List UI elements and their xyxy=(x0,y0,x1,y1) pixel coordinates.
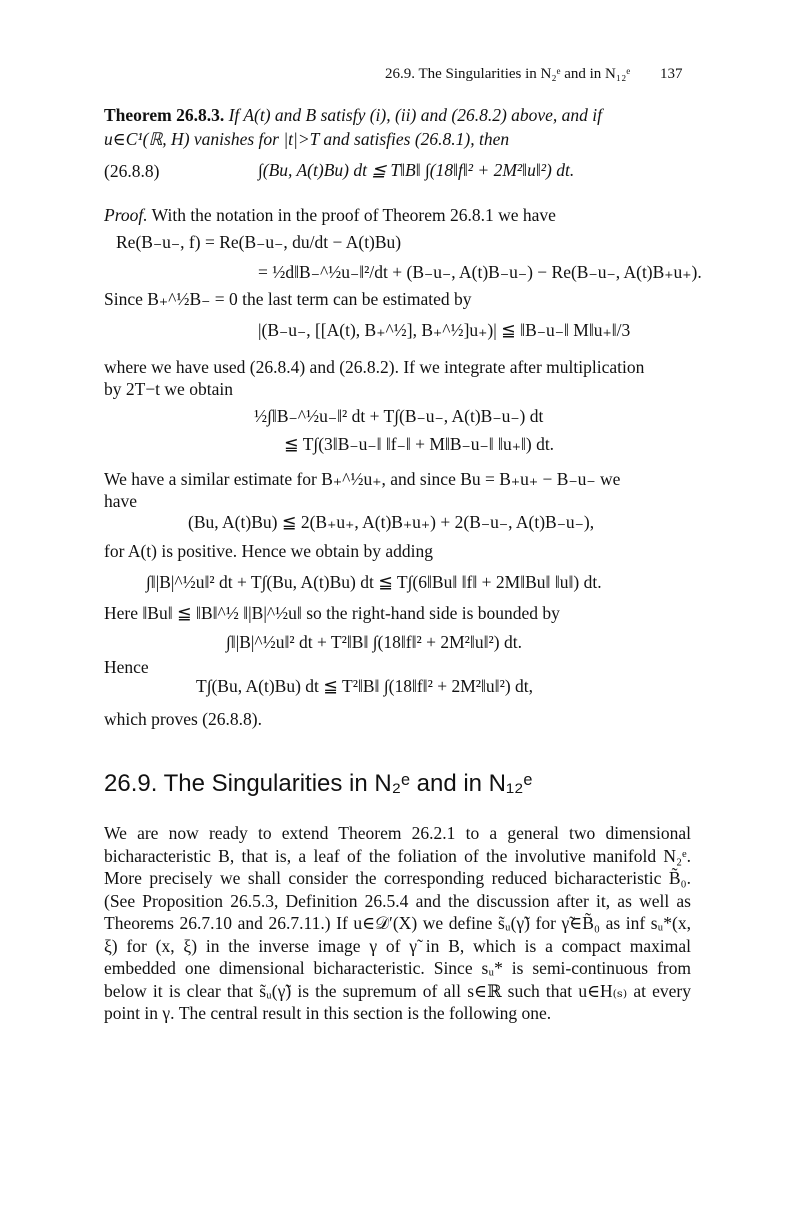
theorem-label: Theorem 26.8.3. xyxy=(104,105,225,125)
theorem-line-1 xyxy=(104,104,602,126)
proof-similar-line-2: have xyxy=(104,491,138,511)
proof-similar-line-1: We have a similar estimate for B₊^½u₊, and since Bu = B₊u₊ − B₋u₋ we xyxy=(104,469,621,489)
proof-positive-line: for A(t) is positive. Hence we obtain by adding xyxy=(104,541,434,561)
proof-where-line-1: where we have used (26.8.4) and (26.8.2). If we integrate after multiplication xyxy=(104,357,645,377)
theorem-statement-2: u∈C¹(ℝ, H) vanishes for |t|>T and satisfies (26.8.1), then xyxy=(104,129,510,149)
proof-equation-5: ≦ T∫(3‖B₋u₋‖ ‖f₋‖ + M‖B₋u₋‖ ‖u₊‖) dt. xyxy=(284,434,555,454)
proof-here-line: Here ‖Bu‖ ≦ ‖B‖^½ ‖|B|^½u‖ so the right-hand side is bounded by xyxy=(104,603,560,623)
proof-hence-label: Hence xyxy=(104,657,149,677)
proof-equation-2: = ½d‖B₋^½u₋‖²/dt + (B₋u₋, A(t)B₋u₋) − Re(B₋u₋, A(t)B₊u₊). xyxy=(258,262,702,282)
proof-label: Proof. xyxy=(104,205,148,225)
proof-equation-1: Re(B₋u₋, f) = Re(B₋u₋, du/dt − A(t)Bu) xyxy=(116,232,402,252)
proof-equation-6: (Bu, A(t)Bu) ≦ 2(B₊u₊, A(t)B₊u₊) + 2(B₋u₋, A(t)B₋u₋), xyxy=(188,512,595,532)
proof-equation-8: ∫‖|B|^½u‖² dt + T²‖B‖ ∫(18‖f‖² + 2M²‖u‖²) dt. xyxy=(226,632,522,652)
proof-where-line-2: by 2T−t we obtain xyxy=(104,379,233,399)
proof-equation-4: ½∫‖B₋^½u₋‖² dt + T∫(B₋u₋, A(t)B₋u₋) dt xyxy=(254,406,544,426)
page-number: 137 xyxy=(660,66,683,82)
proof-conclusion: which proves (26.8.8). xyxy=(104,709,262,729)
equation-number-26-8-8: (26.8.8) xyxy=(104,161,160,181)
proof-intro-text: With the notation in the proof of Theorem 26.8.1 we have xyxy=(147,205,556,225)
proof-intro xyxy=(104,204,556,226)
theorem-statement-1: If A(t) and B satisfy (i), (ii) and (26.8.2) above, and if xyxy=(228,105,603,125)
proof-equation-3: |(B₋u₋, [[A(t), B₊^½], B₊^½]u₊)| ≦ ‖B₋u₋‖ M‖u₊‖/3 xyxy=(258,320,631,340)
proof-equation-7: ∫‖|B|^½u‖² dt + T∫(Bu, A(t)Bu) dt ≦ T∫(6‖Bu‖ ‖f‖ + 2M‖Bu‖ ‖u‖) dt. xyxy=(146,572,602,592)
section-title: 26.9. The Singularities in N₂ᵉ and in N₁₂ᵉ xyxy=(104,770,533,797)
running-header: 26.9. The Singularities in N₂ᵉ and in N₁₂ᵉ xyxy=(385,66,631,82)
equation-26-8-8: ∫(Bu, A(t)Bu) dt ≦ T‖B‖ ∫(18‖f‖² + 2M²‖u‖²) dt. xyxy=(258,160,575,180)
section-body-paragraph: We are now ready to extend Theorem 26.2.1 to a general two dimensional bicharacteristic B, that is, a leaf of the foliation of the involutive manifold N₂ᵉ. More precisely we shall consider the corresponding reduced bicharacteristic B̃₀. (See Proposition 26.5.3, Definition 26.5.4 and the discussion after it, as well as Theorems 26.7.10 and 26.7.11.) If u∈𝒟′(X) we define s̃ᵤ(γ̃) for γ̃∈B̃₀ as inf sᵤ*(x, ξ) for (x, ξ) in the inverse image γ of γ̃ in B, which is a compact maximal embedded one dimensional bicharacteristic. Since sᵤ* is semi-continuous from below it is clear that s̃ᵤ(γ̃) is the supremum of all s∈ℝ such that u∈H₍ₛ₎ at every point in γ. The central result in this section is the following one. xyxy=(104,823,691,1023)
proof-since-line: Since B₊^½B₋ = 0 the last term can be estimated by xyxy=(104,289,472,309)
proof-equation-9: T∫(Bu, A(t)Bu) dt ≦ T²‖B‖ ∫(18‖f‖² + 2M²‖u‖²) dt, xyxy=(196,676,534,696)
